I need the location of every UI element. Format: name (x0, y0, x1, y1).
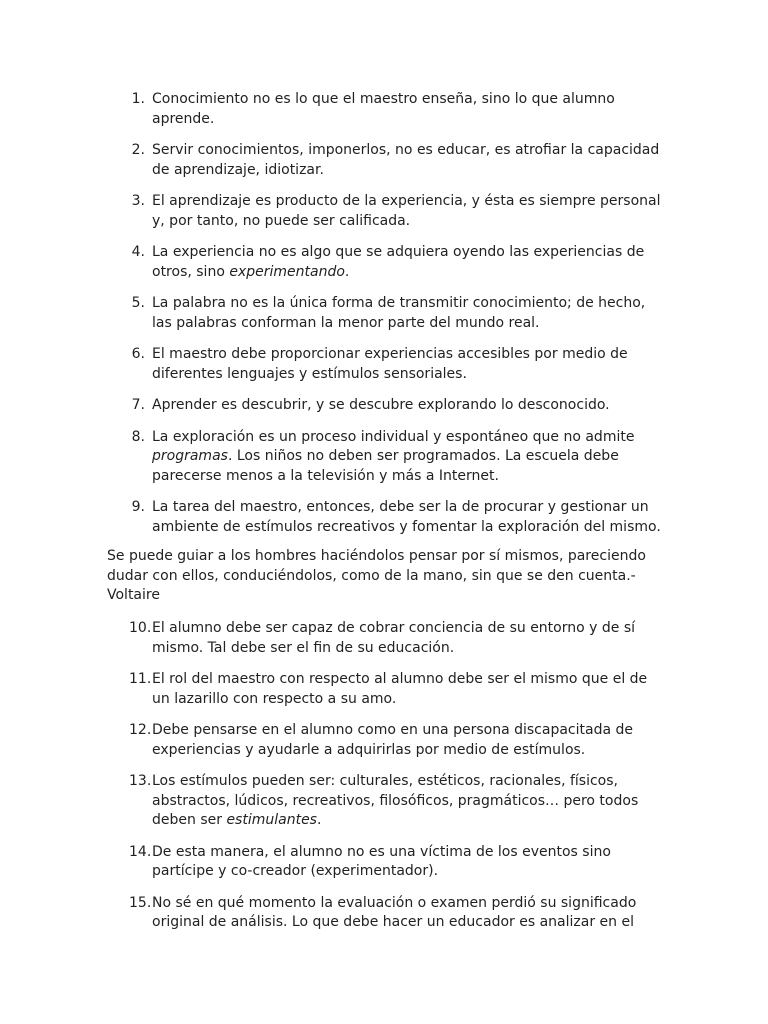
list-item (107, 428, 667, 487)
list-item-number: 14. (129, 843, 152, 860)
text-run: El alumno debe ser capaz de cobrar conciencia de su entorno y de sí mismo. Tal debe ser el fin de su educación. (152, 620, 635, 656)
list-item-text (152, 193, 661, 229)
list-item (107, 141, 667, 180)
list-item-number: 6. (131, 346, 145, 362)
text-run: El maestro debe proporcionar experiencias accesibles por medio de diferentes lenguajes y estímulos sensoriales. (152, 346, 628, 382)
list-item-number: 2. (131, 142, 145, 158)
text-run: . (344, 263, 350, 280)
list-item-text (152, 620, 635, 656)
text-run: De esta manera, el alumno no es una víctima de los eventos sino partícipe y co-creador (experimentador). (152, 843, 611, 879)
list-item-text (152, 91, 615, 127)
list-item-text (152, 429, 634, 484)
list-item-text (152, 722, 633, 758)
list-item-number: 7. (131, 397, 145, 413)
text-run: Conocimiento no es lo que el maestro enseña, sino lo que alumno aprende. (152, 91, 615, 127)
list-item-text (152, 295, 645, 331)
list-item-number: 11. (129, 671, 152, 687)
text-run: No sé en qué momento la evaluación o examen perdió su significado original de análisis. Lo que debe hacer un educador es analizar en el (152, 894, 637, 930)
list-item-number: 15. (129, 894, 152, 911)
text-run: Servir conocimientos, imponerlos, no es educar, es atrofiar la capacidad de aprendizaje, idiotizar. (152, 142, 660, 178)
list-item-text (152, 244, 644, 280)
list-item-number: 13. (129, 773, 152, 789)
list-item-number: 12. (129, 722, 152, 738)
text-run: La exploración es un proceso individual y espontáneo que no admite (152, 428, 635, 445)
voltaire-quote: Se puede guiar a los hombres haciéndolos pensar por sí mismos, pareciendo dudar con ellos, conduciéndolos, como de la mano, sin que se den cuenta.- Voltaire (107, 548, 646, 603)
text-run: La tarea del maestro, entonces, debe ser la de procurar y gestionar un ambiente de estímulos recreativos y fomentar la exploración del mismo. (152, 499, 661, 535)
text-run: . Los niños no deben ser programados. La escuela debe parecerse menos a la televisión y más a Internet. (152, 448, 619, 484)
list-item-text (152, 671, 647, 707)
text-run: Los estímulos pueden ser: culturales, estéticos, racionales, físicos, abstractos, lúdicos, recreativos, filosóficos, pragmáticos… pero todos deben ser (152, 773, 639, 828)
list-item (107, 894, 667, 933)
text-run: La palabra no es la única forma de transmitir conocimiento; de hecho, las palabras conforman la menor parte del mundo real. (152, 295, 646, 331)
list-item-number: 1. (131, 91, 145, 107)
list-item (107, 498, 667, 537)
list-item (107, 90, 667, 129)
list-item (107, 619, 667, 658)
list-item-text (152, 844, 611, 880)
list-item-number: 5. (131, 295, 145, 311)
list-item-text (152, 142, 659, 178)
list-item-text (152, 397, 610, 413)
list-item (107, 772, 667, 831)
emphasized-text: experimentando (229, 263, 345, 280)
list-item (107, 345, 667, 384)
numbered-list-first (107, 90, 667, 549)
list-item (107, 670, 667, 709)
list-item (107, 192, 667, 231)
list-item-number: 4. (131, 244, 145, 260)
text-run: Aprender es descubrir, y se descubre explorando lo desconocido. (152, 397, 610, 413)
list-item-number: 8. (131, 428, 145, 445)
text-run: Debe pensarse en el alumno como en una persona discapacitada de experiencias y ayudarle a adquirirlas por medio de estímulos. (152, 722, 633, 758)
list-item (107, 294, 667, 333)
text-run: El rol del maestro con respecto al alumno debe ser el mismo que el de un lazarillo con respecto a su amo. (152, 671, 648, 707)
list-item (107, 243, 667, 282)
text-run: . (316, 812, 322, 828)
list-item-number: 10. (129, 620, 152, 636)
list-item (107, 843, 667, 882)
list-item-text (152, 773, 638, 828)
list-item-number: 3. (131, 193, 145, 209)
emphasized-text: estimulantes (226, 812, 317, 828)
text-run: El aprendizaje es producto de la experiencia, y ésta es siempre personal y, por tanto, no puede ser calificada. (152, 193, 661, 229)
list-item-text (152, 499, 661, 535)
list-item-text (152, 895, 636, 931)
list-item (107, 396, 667, 416)
emphasized-text: programas (152, 448, 228, 464)
list-item-text (152, 346, 628, 382)
text-run: La experiencia no es algo que se adquiera oyendo las experiencias de otros, sino (152, 244, 645, 280)
numbered-list-second (107, 619, 667, 945)
list-item (107, 721, 667, 760)
list-item-number: 9. (131, 499, 145, 515)
